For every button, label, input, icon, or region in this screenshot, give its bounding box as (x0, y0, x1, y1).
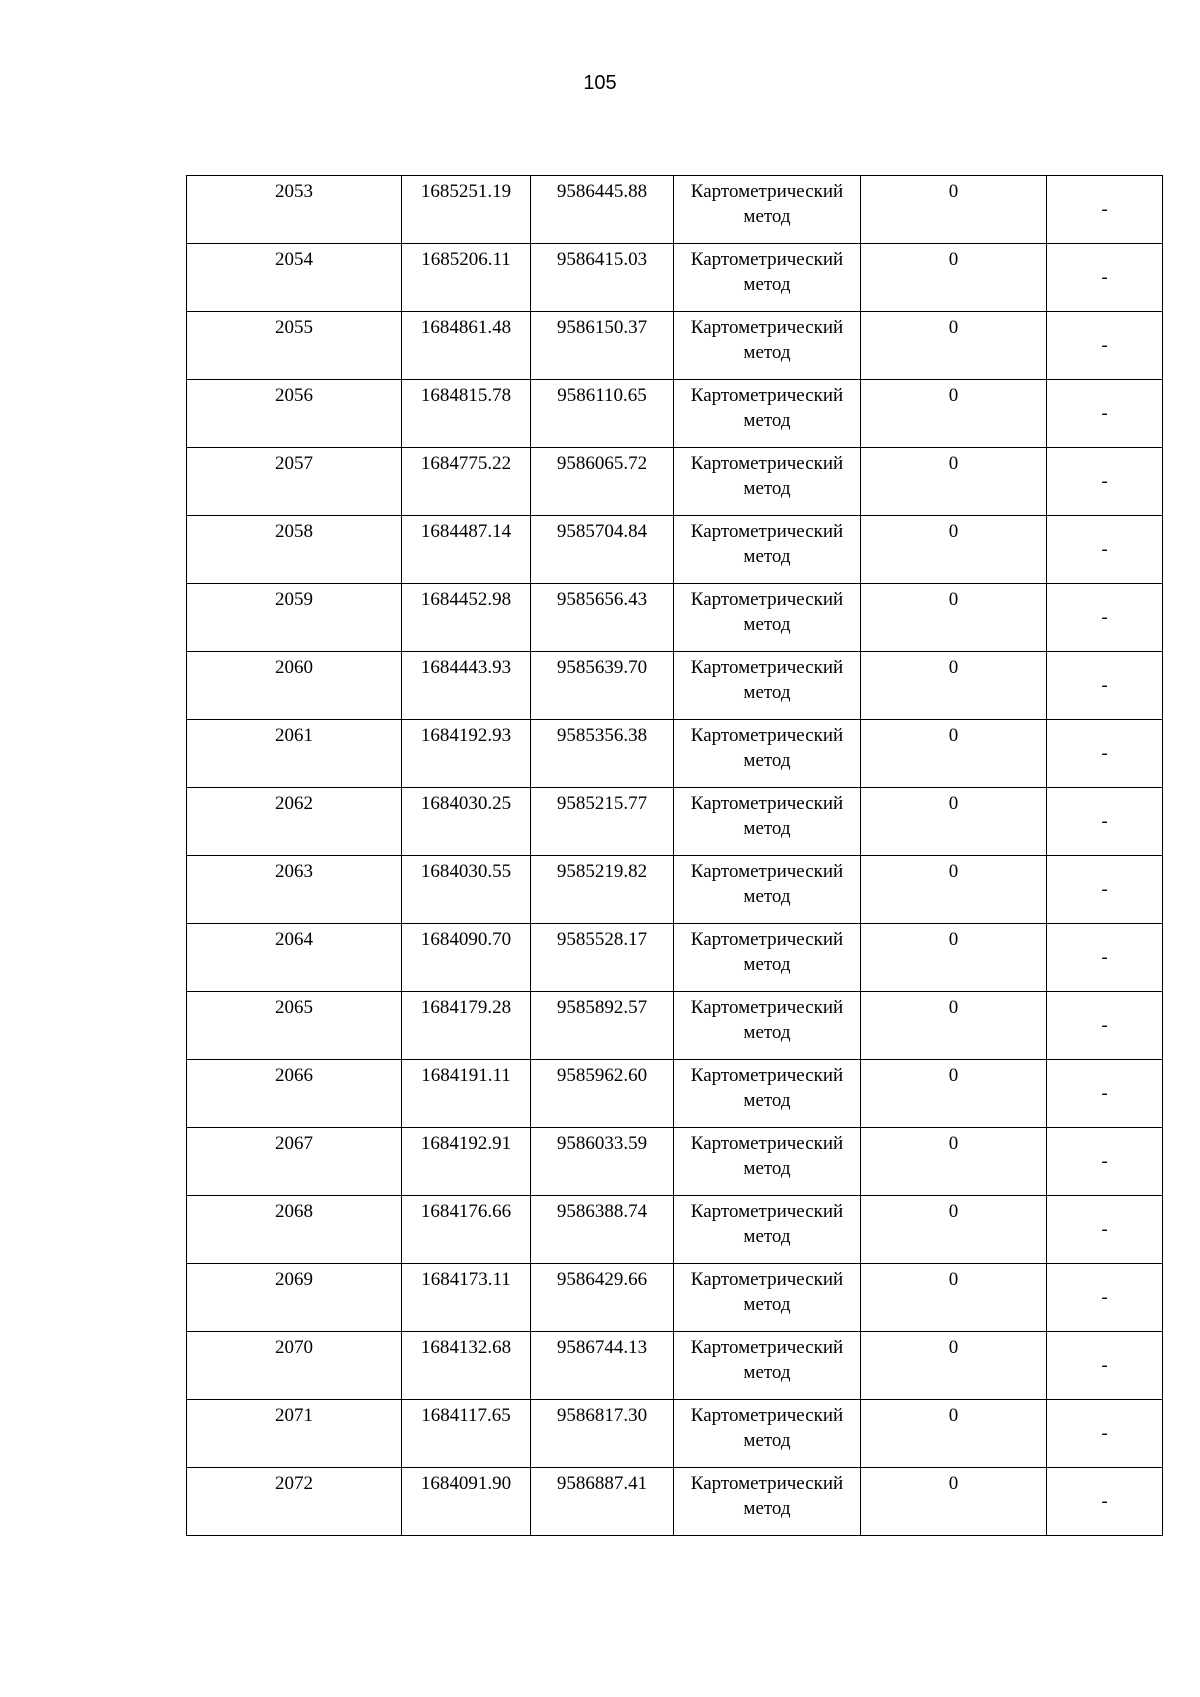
method-line-1: Картометрический (690, 249, 844, 270)
point-id-cell-text: 2056 (275, 385, 313, 406)
y-coordinate-cell-text: 9585215.77 (556, 793, 648, 814)
point-id-cell (187, 992, 402, 1060)
y-coordinate-cell-text: 9586744.13 (556, 1337, 648, 1358)
error-cell-text: 0 (948, 453, 959, 474)
table-row (187, 584, 1163, 652)
x-coordinate-cell-text: 1684090.70 (420, 929, 512, 950)
table-row (187, 1400, 1163, 1468)
table-row (187, 1060, 1163, 1128)
error-cell-text: 0 (948, 589, 959, 610)
error-cell-text: 0 (948, 1201, 959, 1222)
error-cell (861, 1400, 1047, 1468)
method-cell (674, 244, 861, 312)
error-cell (861, 584, 1047, 652)
x-coordinate-cell (402, 924, 531, 992)
x-coordinate-cell (402, 1332, 531, 1400)
method-line-1: Картометрический (690, 725, 844, 746)
method-cell (674, 1196, 861, 1264)
error-cell-text: 0 (948, 1065, 959, 1086)
error-cell-text: 0 (948, 1405, 959, 1426)
point-id-cell-text: 2065 (275, 997, 313, 1018)
y-coordinate-cell (531, 448, 674, 516)
method-line-1: Картометрический (690, 929, 844, 950)
y-coordinate-cell (531, 380, 674, 448)
point-id-cell-text: 2066 (275, 1065, 313, 1086)
x-coordinate-cell (402, 652, 531, 720)
y-coordinate-cell-text: 9586033.59 (556, 1133, 648, 1154)
y-coordinate-cell (531, 584, 674, 652)
y-coordinate-cell (531, 856, 674, 924)
method-line-2: метод (743, 410, 791, 431)
y-coordinate-cell (531, 1264, 674, 1332)
point-id-cell (187, 1468, 402, 1536)
method-line-2: метод (743, 1430, 791, 1451)
point-id-cell (187, 244, 402, 312)
method-cell (674, 1468, 861, 1536)
method-cell (674, 652, 861, 720)
method-cell (674, 788, 861, 856)
point-id-cell (187, 720, 402, 788)
point-id-cell-text: 2067 (275, 1133, 313, 1154)
error-cell-text: 0 (948, 929, 959, 950)
table-row (187, 380, 1163, 448)
method-line-1: Картометрический (690, 861, 844, 882)
method-line-1: Картометрический (690, 521, 844, 542)
method-line-1: Картометрический (690, 793, 844, 814)
table-row (187, 1264, 1163, 1332)
x-coordinate-cell (402, 1060, 531, 1128)
method-line-1: Картометрический (690, 589, 844, 610)
method-cell (674, 720, 861, 788)
y-coordinate-cell (531, 924, 674, 992)
y-coordinate-cell-text: 9585892.57 (556, 997, 648, 1018)
error-cell-text: 0 (948, 521, 959, 542)
method-line-1: Картометрический (690, 1065, 844, 1086)
method-line-2: метод (743, 1022, 791, 1043)
point-id-cell-text: 2054 (275, 249, 313, 270)
point-id-cell-text: 2072 (275, 1473, 313, 1494)
error-cell (861, 856, 1047, 924)
note-cell: - (1047, 584, 1163, 652)
error-cell-text: 0 (948, 1473, 959, 1494)
x-coordinate-cell-text: 1684117.65 (421, 1405, 511, 1426)
note-cell: - (1047, 1060, 1163, 1128)
x-coordinate-cell-text: 1684452.98 (420, 589, 512, 610)
x-coordinate-cell-text: 1684815.78 (420, 385, 512, 406)
y-coordinate-cell-text: 9586445.88 (556, 181, 648, 202)
method-line-2: метод (743, 682, 791, 703)
y-coordinate-cell (531, 652, 674, 720)
x-coordinate-cell (402, 380, 531, 448)
point-id-cell-text: 2055 (275, 317, 313, 338)
point-id-cell-text: 2061 (275, 725, 313, 746)
note-cell: - (1047, 992, 1163, 1060)
y-coordinate-cell-text: 9586817.30 (556, 1405, 648, 1426)
x-coordinate-cell (402, 1468, 531, 1536)
x-coordinate-cell-text: 1684775.22 (420, 453, 512, 474)
point-id-cell (187, 448, 402, 516)
error-cell-text: 0 (948, 1337, 959, 1358)
y-coordinate-cell-text: 9586150.37 (556, 317, 648, 338)
error-cell (861, 720, 1047, 788)
x-coordinate-cell (402, 176, 531, 244)
error-cell-text: 0 (948, 1133, 959, 1154)
point-id-cell (187, 652, 402, 720)
x-coordinate-cell-text: 1684030.55 (420, 861, 512, 882)
method-line-2: метод (743, 954, 791, 975)
x-coordinate-cell (402, 856, 531, 924)
note-cell: - (1047, 1400, 1163, 1468)
note-cell: - (1047, 448, 1163, 516)
method-line-2: метод (743, 274, 791, 295)
note-cell: - (1047, 1468, 1163, 1536)
error-cell (861, 788, 1047, 856)
point-id-cell (187, 584, 402, 652)
table-row (187, 652, 1163, 720)
method-cell (674, 1264, 861, 1332)
y-coordinate-cell-text: 9585656.43 (556, 589, 648, 610)
method-line-2: метод (743, 1498, 791, 1519)
table-row (187, 720, 1163, 788)
method-line-1: Картометрический (690, 1269, 844, 1290)
method-line-1: Картометрический (690, 1201, 844, 1222)
method-line-2: метод (743, 206, 791, 227)
y-coordinate-cell (531, 1128, 674, 1196)
y-coordinate-cell (531, 720, 674, 788)
method-line-1: Картометрический (690, 1405, 844, 1426)
x-coordinate-cell-text: 1684132.68 (420, 1337, 512, 1358)
method-cell (674, 380, 861, 448)
y-coordinate-cell (531, 1196, 674, 1264)
note-cell: - (1047, 924, 1163, 992)
method-line-2: метод (743, 750, 791, 771)
y-coordinate-cell (531, 788, 674, 856)
point-id-cell (187, 1332, 402, 1400)
y-coordinate-cell-text: 9586415.03 (556, 249, 648, 270)
x-coordinate-cell-text: 1684173.11 (421, 1269, 511, 1290)
note-cell: - (1047, 244, 1163, 312)
y-coordinate-cell-text: 9585528.17 (556, 929, 648, 950)
point-id-cell (187, 788, 402, 856)
error-cell (861, 1332, 1047, 1400)
table-row (187, 176, 1163, 244)
point-id-cell (187, 312, 402, 380)
point-id-cell-text: 2064 (275, 929, 313, 950)
x-coordinate-cell (402, 720, 531, 788)
y-coordinate-cell (531, 244, 674, 312)
x-coordinate-cell (402, 448, 531, 516)
method-cell (674, 992, 861, 1060)
note-cell: - (1047, 1264, 1163, 1332)
table-row (187, 1128, 1163, 1196)
table-row (187, 1196, 1163, 1264)
y-coordinate-cell (531, 312, 674, 380)
note-cell: - (1047, 1332, 1163, 1400)
y-coordinate-cell (531, 516, 674, 584)
table-row (187, 1468, 1163, 1536)
table-row (187, 924, 1163, 992)
x-coordinate-cell (402, 312, 531, 380)
method-line-2: метод (743, 1090, 791, 1111)
method-line-2: метод (743, 1294, 791, 1315)
method-line-1: Картометрический (690, 181, 844, 202)
point-id-cell (187, 516, 402, 584)
x-coordinate-cell (402, 584, 531, 652)
point-id-cell-text: 2070 (275, 1337, 313, 1358)
table-row (187, 1332, 1163, 1400)
error-cell (861, 1264, 1047, 1332)
point-id-cell-text: 2057 (275, 453, 313, 474)
x-coordinate-cell-text: 1684192.91 (420, 1133, 512, 1154)
x-coordinate-cell-text: 1684176.66 (420, 1201, 512, 1222)
method-line-2: метод (743, 818, 791, 839)
note-cell: - (1047, 516, 1163, 584)
point-id-cell-text: 2069 (275, 1269, 313, 1290)
method-line-2: метод (743, 342, 791, 363)
y-coordinate-cell-text: 9585704.84 (556, 521, 648, 542)
note-cell: - (1047, 1128, 1163, 1196)
point-id-cell-text: 2071 (275, 1405, 313, 1426)
error-cell-text: 0 (948, 385, 959, 406)
method-line-1: Картометрический (690, 385, 844, 406)
y-coordinate-cell-text: 9586110.65 (557, 385, 647, 406)
coordinates-table (186, 175, 1163, 1536)
note-cell: - (1047, 652, 1163, 720)
method-cell (674, 1400, 861, 1468)
note-cell: - (1047, 788, 1163, 856)
method-line-1: Картометрический (690, 1473, 844, 1494)
point-id-cell (187, 1060, 402, 1128)
note-cell: - (1047, 720, 1163, 788)
x-coordinate-cell-text: 1684487.14 (420, 521, 512, 542)
x-coordinate-cell-text: 1684192.93 (420, 725, 512, 746)
point-id-cell (187, 176, 402, 244)
point-id-cell-text: 2059 (275, 589, 313, 610)
x-coordinate-cell (402, 788, 531, 856)
error-cell-text: 0 (948, 249, 959, 270)
error-cell (861, 516, 1047, 584)
x-coordinate-cell-text: 1684191.11 (421, 1065, 511, 1086)
method-cell (674, 1060, 861, 1128)
point-id-cell-text: 2068 (275, 1201, 313, 1222)
error-cell-text: 0 (948, 657, 959, 678)
error-cell-text: 0 (948, 725, 959, 746)
x-coordinate-cell-text: 1684861.48 (420, 317, 512, 338)
error-cell-text: 0 (948, 317, 959, 338)
method-line-2: метод (743, 1158, 791, 1179)
error-cell-text: 0 (948, 1269, 959, 1290)
y-coordinate-cell (531, 176, 674, 244)
error-cell (861, 924, 1047, 992)
error-cell (861, 652, 1047, 720)
method-cell (674, 924, 861, 992)
point-id-cell (187, 1264, 402, 1332)
error-cell (861, 1060, 1047, 1128)
method-line-2: метод (743, 478, 791, 499)
y-coordinate-cell-text: 9586887.41 (556, 1473, 648, 1494)
note-cell: - (1047, 176, 1163, 244)
method-line-1: Картометрический (690, 657, 844, 678)
method-line-2: метод (743, 546, 791, 567)
error-cell (861, 448, 1047, 516)
y-coordinate-cell (531, 1060, 674, 1128)
y-coordinate-cell-text: 9585356.38 (556, 725, 648, 746)
method-line-2: метод (743, 1226, 791, 1247)
table-row (187, 448, 1163, 516)
error-cell (861, 992, 1047, 1060)
method-line-1: Картометрический (690, 1133, 844, 1154)
method-cell (674, 176, 861, 244)
y-coordinate-cell-text: 9585962.60 (556, 1065, 648, 1086)
table-row (187, 244, 1163, 312)
x-coordinate-cell (402, 1400, 531, 1468)
error-cell (861, 380, 1047, 448)
method-cell (674, 856, 861, 924)
error-cell (861, 244, 1047, 312)
x-coordinate-cell-text: 1684443.93 (420, 657, 512, 678)
point-id-cell (187, 380, 402, 448)
table-row (187, 788, 1163, 856)
error-cell (861, 176, 1047, 244)
y-coordinate-cell (531, 1332, 674, 1400)
y-coordinate-cell-text: 9585219.82 (556, 861, 648, 882)
error-cell (861, 312, 1047, 380)
x-coordinate-cell-text: 1684091.90 (420, 1473, 512, 1494)
table-row (187, 516, 1163, 584)
method-line-2: метод (743, 886, 791, 907)
x-coordinate-cell (402, 1264, 531, 1332)
point-id-cell (187, 924, 402, 992)
x-coordinate-cell (402, 516, 531, 584)
error-cell-text: 0 (948, 997, 959, 1018)
point-id-cell (187, 856, 402, 924)
method-line-1: Картометрический (690, 997, 844, 1018)
point-id-cell (187, 1128, 402, 1196)
method-cell (674, 1128, 861, 1196)
error-cell-text: 0 (948, 861, 959, 882)
page-number: 105 (583, 72, 617, 94)
point-id-cell-text: 2063 (275, 861, 313, 882)
error-cell-text: 0 (948, 181, 959, 202)
x-coordinate-cell-text: 1685206.11 (421, 249, 511, 270)
point-id-cell (187, 1196, 402, 1264)
coordinates-table-body (187, 176, 1163, 1536)
y-coordinate-cell-text: 9586429.66 (556, 1269, 648, 1290)
method-line-2: метод (743, 1362, 791, 1383)
method-cell (674, 1332, 861, 1400)
x-coordinate-cell (402, 992, 531, 1060)
error-cell (861, 1468, 1047, 1536)
point-id-cell-text: 2062 (275, 793, 313, 814)
x-coordinate-cell-text: 1684179.28 (420, 997, 512, 1018)
table-row (187, 312, 1163, 380)
point-id-cell-text: 2060 (275, 657, 313, 678)
y-coordinate-cell (531, 1400, 674, 1468)
note-cell: - (1047, 380, 1163, 448)
y-coordinate-cell-text: 9586388.74 (556, 1201, 648, 1222)
method-cell (674, 584, 861, 652)
y-coordinate-cell-text: 9586065.72 (556, 453, 648, 474)
y-coordinate-cell (531, 1468, 674, 1536)
method-line-1: Картометрический (690, 317, 844, 338)
table-row (187, 992, 1163, 1060)
y-coordinate-cell-text: 9585639.70 (556, 657, 648, 678)
table-row (187, 856, 1163, 924)
x-coordinate-cell (402, 1128, 531, 1196)
method-cell (674, 448, 861, 516)
note-cell: - (1047, 1196, 1163, 1264)
method-cell (674, 312, 861, 380)
method-line-1: Картометрический (690, 453, 844, 474)
note-cell: - (1047, 856, 1163, 924)
x-coordinate-cell (402, 244, 531, 312)
method-cell (674, 516, 861, 584)
point-id-cell-text: 2053 (275, 181, 313, 202)
method-line-2: метод (743, 614, 791, 635)
point-id-cell-text: 2058 (275, 521, 313, 542)
y-coordinate-cell (531, 992, 674, 1060)
method-line-1: Картометрический (690, 1337, 844, 1358)
point-id-cell (187, 1400, 402, 1468)
error-cell-text: 0 (948, 793, 959, 814)
error-cell (861, 1196, 1047, 1264)
x-coordinate-cell-text: 1684030.25 (420, 793, 512, 814)
note-cell: - (1047, 312, 1163, 380)
x-coordinate-cell-text: 1685251.19 (420, 181, 512, 202)
error-cell (861, 1128, 1047, 1196)
x-coordinate-cell (402, 1196, 531, 1264)
